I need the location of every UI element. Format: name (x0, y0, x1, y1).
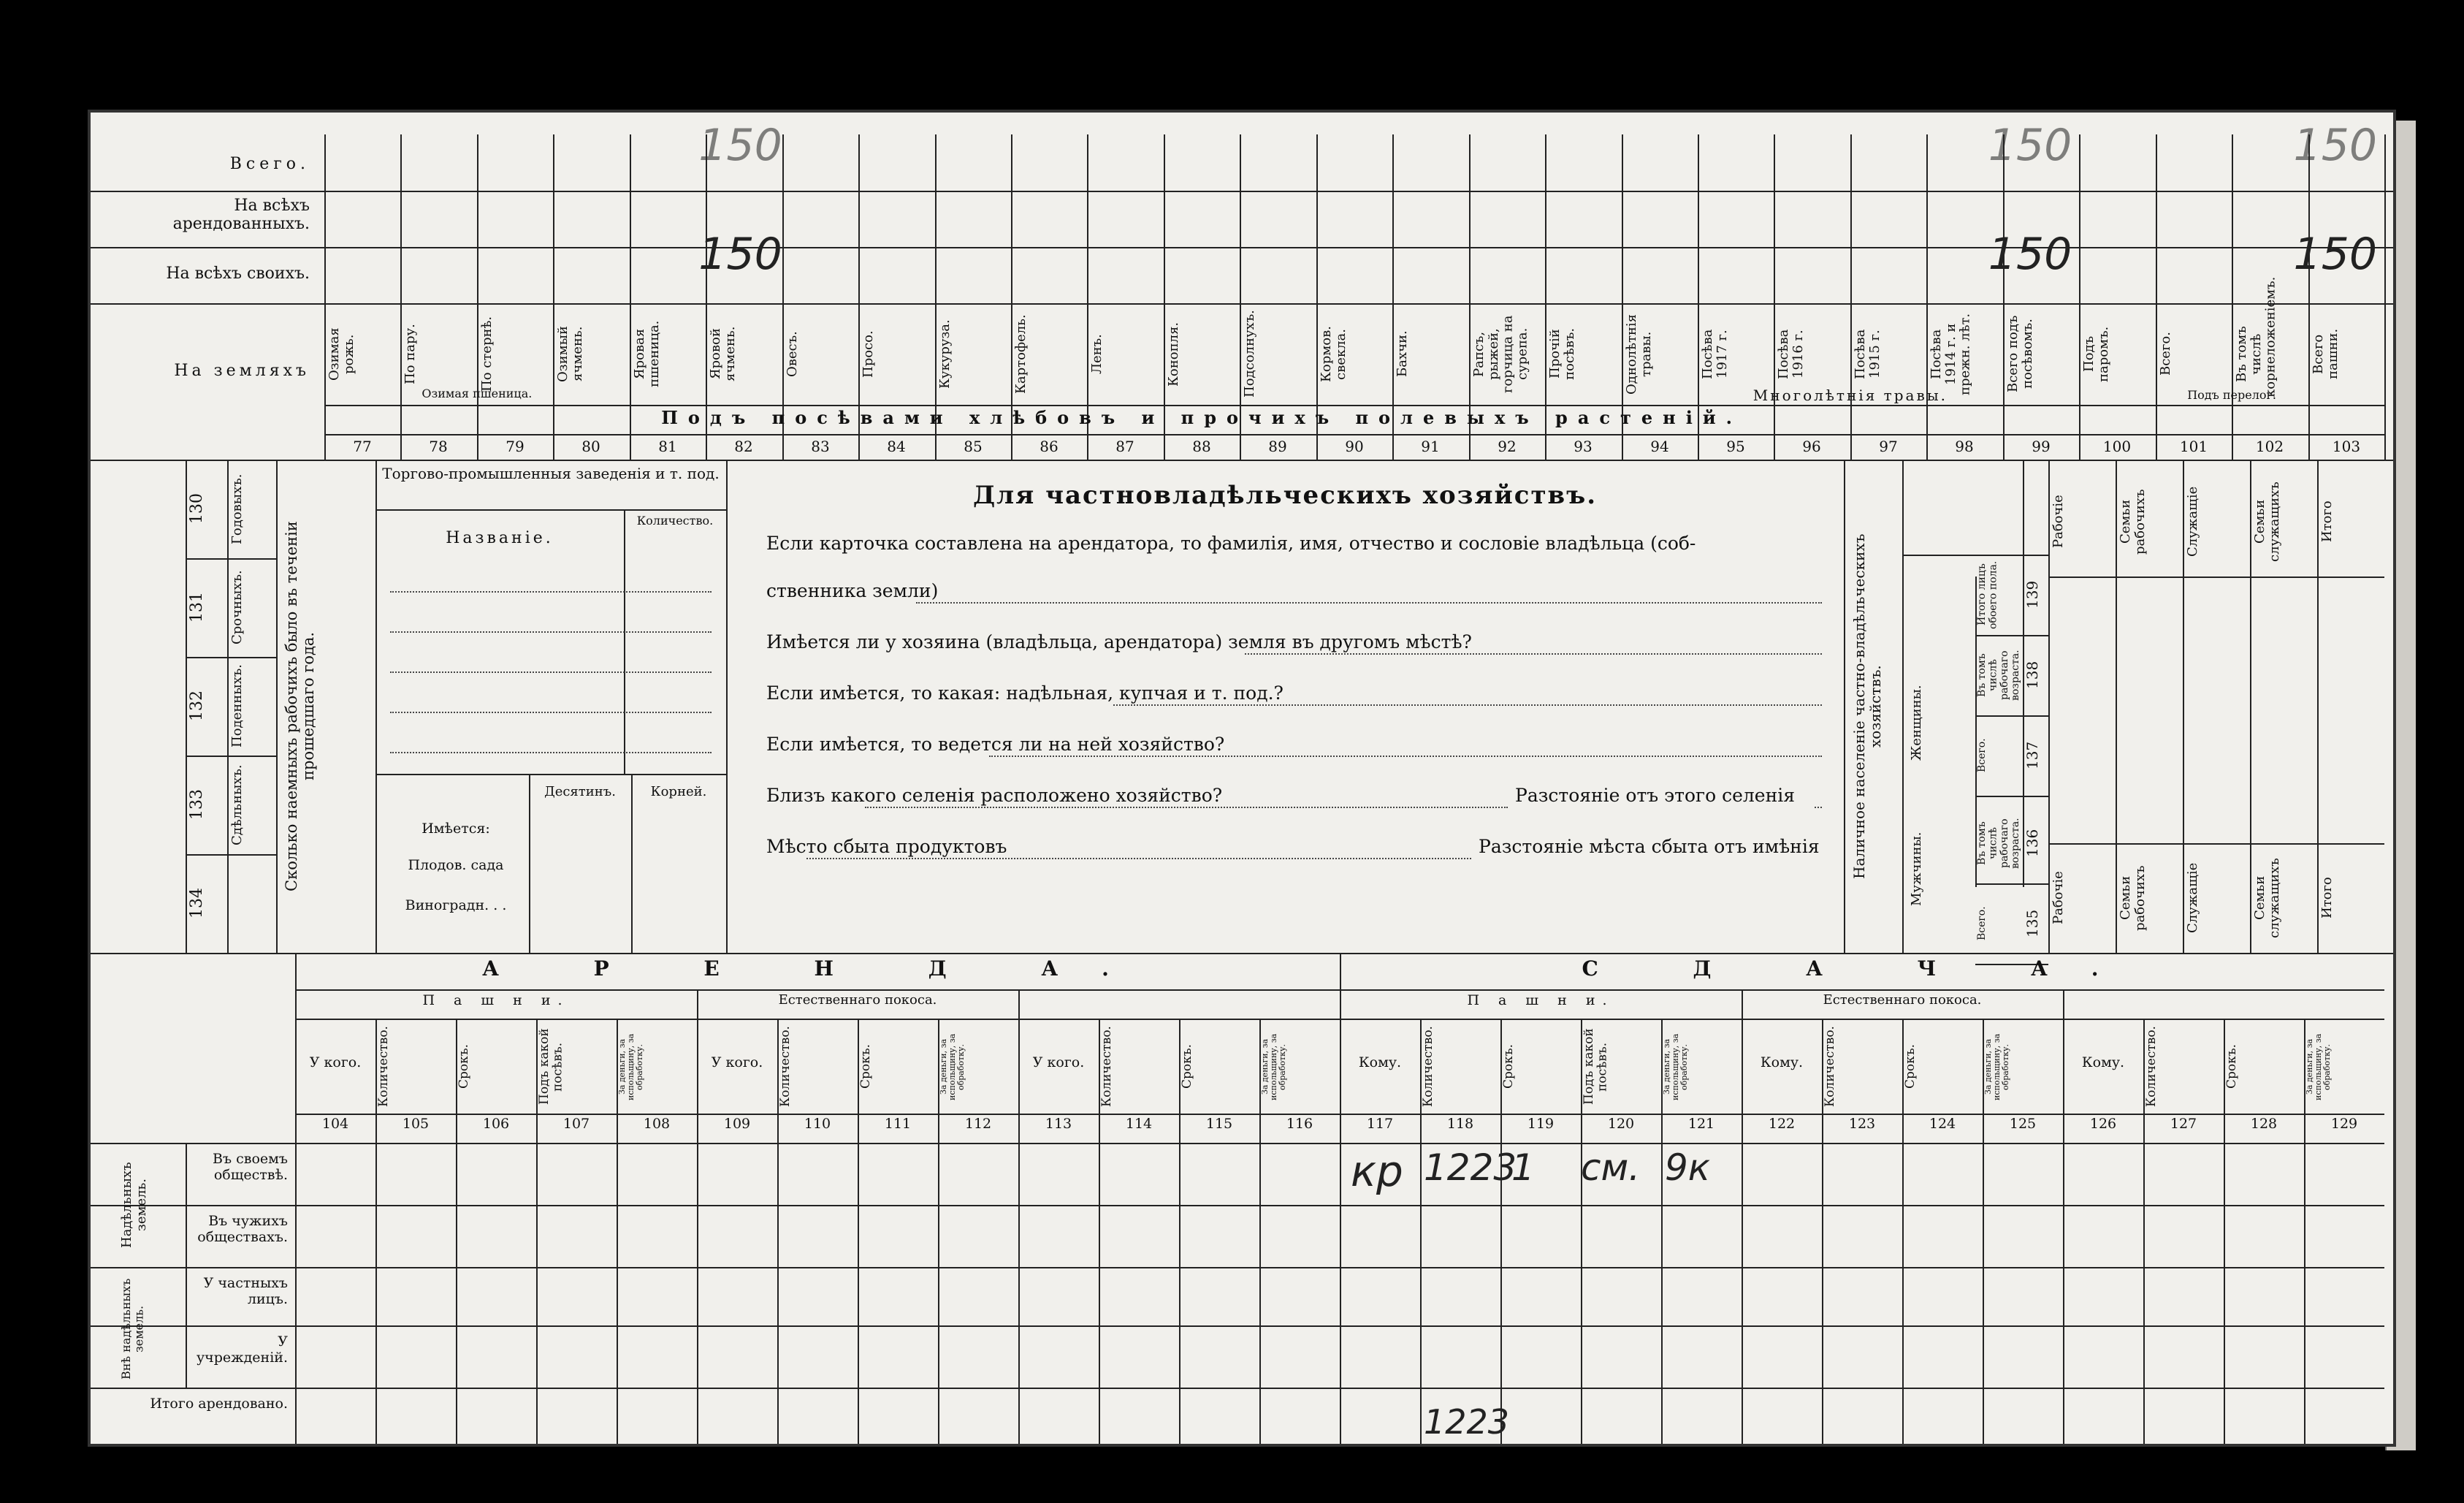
row-divider (1975, 883, 2048, 885)
column-line (2250, 460, 2251, 953)
trade-title: Торгово-промышленныя заведенія и т. под. (382, 465, 720, 482)
row-divider (1975, 635, 2048, 636)
bottom-header-112: За деньги, за испольщину, за обработку. (939, 1033, 966, 1100)
bottom-header-108: За деньги, за испольщину, за обработку. (617, 1033, 645, 1100)
row-divider (91, 191, 2396, 192)
worker-label-132: Поденныхъ. (229, 664, 245, 748)
column-number-101: 101 (2179, 438, 2208, 455)
right-header-bottom-3: Семьи служащихъ (2252, 858, 2282, 938)
population-number-138: 138 (2024, 661, 2041, 690)
bottom-header-109: У кого. (711, 1054, 763, 1070)
row-divider (1975, 796, 2048, 797)
column-header-103: Всего пашни. (2311, 328, 2341, 380)
column-number-99: 99 (2032, 438, 2051, 455)
column-line (276, 460, 278, 953)
question-market-place: Мѣсто сбыта продуктовъ (766, 836, 1007, 857)
column-number-79: 79 (506, 438, 525, 455)
sdacha-pokos: Естественнаго покоса. (1823, 992, 1982, 1008)
trade-qty-header: Количество. (636, 514, 714, 528)
column-line (935, 134, 937, 434)
arenda-pokos: Естественнаго покоса. (778, 992, 937, 1008)
column-line (1340, 1019, 1341, 1447)
row-divider (186, 558, 276, 560)
has-label: Имѣется: (422, 821, 490, 837)
handwritten-pod-kakoi: см. (1581, 1146, 1641, 1189)
column-line (186, 460, 187, 953)
column-number-97: 97 (1879, 438, 1898, 455)
column-line (782, 134, 784, 434)
column-line (1622, 134, 1623, 434)
column-line (706, 134, 707, 434)
desyatin-header: Десятинъ. (544, 784, 616, 799)
column-number-87: 87 (1115, 438, 1134, 455)
column-header-87: Ленъ. (1089, 334, 1105, 374)
row-label-svoih: На всѣхъ своихъ. (166, 265, 310, 283)
merged-label-ozimaya-pshenitsa: Озимая пшеница. (422, 387, 533, 400)
bottom-header-116: За деньги, за испольщину, за обработку. (1260, 1033, 1288, 1100)
column-line (2317, 460, 2319, 953)
row-divider (91, 1205, 2384, 1206)
right-header-bottom-1: Семьи рабочихъ (2118, 865, 2148, 931)
column-number-78: 78 (429, 438, 448, 455)
handwritten-vsego-99: 150 (1988, 120, 2072, 171)
bottom-row-label-itogo: Итого арендовано. (150, 1396, 288, 1412)
bottom-header-122: Кому. (1760, 1054, 1804, 1070)
column-number-94: 94 (1650, 438, 1669, 455)
column-header-86: Картофель. (1013, 314, 1029, 394)
dotted-line (390, 591, 712, 593)
column-line (1316, 134, 1318, 434)
row-divider (375, 774, 726, 775)
handwritten-kolichestvo: 1223 (1424, 1146, 1517, 1189)
bottom-header-117: Кому. (1358, 1054, 1402, 1070)
column-line (1240, 134, 1241, 434)
column-line (2048, 460, 2050, 953)
population-label-137: Всего. (1976, 738, 1988, 773)
worker-number-130: 130 (188, 493, 206, 525)
column-header-98: Посѣва 1914 г. и прежн. лѣт. (1929, 313, 1973, 395)
column-header-92: Рапсъ, рыжей, горчица на сурепа. (1471, 315, 1530, 393)
sdacha-title: С Д А Ч А. (1582, 956, 2143, 981)
dotted-line (390, 631, 712, 633)
bottom-header-120: Подъ какой посѣвъ. (1582, 1028, 1610, 1106)
column-number-83: 83 (811, 438, 830, 455)
column-line (2079, 134, 2080, 434)
column-number-98: 98 (1955, 438, 1974, 455)
column-header-94: Однолѣтнія травы. (1624, 313, 1654, 395)
form-title: Для частновладѣльческихъ хозяйствъ. (972, 481, 1598, 510)
vinograd-label: Виноградн. . . (405, 897, 507, 913)
fill-in-line (865, 807, 1508, 808)
column-number-93: 93 (1574, 438, 1593, 455)
question-other-land: Имѣется ли у хозяина (владѣльца, арендатора) земля въ другомъ мѣстѣ? (766, 631, 1472, 652)
band-title: Подъ посѣвами хлѣбовъ и прочихъ полевыхъ растеній. (661, 407, 1742, 428)
bottom-header-111: Срокъ. (858, 1044, 873, 1089)
bottom-number-113: 113 (1045, 1116, 1072, 1132)
worker-label-133: Сдѣльныхъ. (229, 764, 245, 845)
column-line (227, 460, 229, 953)
band-top (324, 405, 2384, 406)
column-header-91: Бахчи. (1395, 330, 1410, 378)
bottom-number-108: 108 (643, 1116, 671, 1132)
merged-label-pod-perelogom: Подъ перелог. (2187, 388, 2276, 402)
column-header-78: По пару. (403, 324, 418, 384)
column-line (186, 1143, 187, 1388)
bottom-number-117: 117 (1366, 1116, 1394, 1132)
row-divider (375, 509, 726, 511)
bottom-number-110: 110 (804, 1116, 831, 1132)
bottom-header-115: Срокъ. (1180, 1044, 1194, 1089)
column-line (1469, 134, 1471, 434)
column-header-100: Подъ паромъ. (2081, 326, 2111, 382)
question-distance-market: Разстояніе мѣста сбыта отъ имѣнія (1479, 836, 1820, 857)
column-header-85: Кукуруза. (937, 319, 953, 389)
population-label-135: Всего. (1976, 906, 1988, 941)
bottom-header-125: За деньги, за испольщину, за обработку. (1983, 1033, 2011, 1100)
bottom-header-118: Количество. (1421, 1026, 1435, 1108)
row-divider (2048, 577, 2384, 578)
column-line (2308, 134, 2310, 434)
column-number-92: 92 (1498, 438, 1517, 455)
column-number-91: 91 (1421, 438, 1440, 455)
column-number-96: 96 (1802, 438, 1821, 455)
bottom-row-label-1: Въ чужихъ обществахъ. (197, 1213, 288, 1245)
section-divider (91, 460, 2396, 461)
column-number-90: 90 (1345, 438, 1364, 455)
bottom-number-106: 106 (482, 1116, 510, 1132)
bottom-number-114: 114 (1125, 1116, 1153, 1132)
column-header-80: Озимый ячмень. (555, 326, 585, 382)
bottom-header-124: Срокъ. (1903, 1044, 1918, 1089)
trade-name-header: Названіе. (446, 529, 554, 547)
right-header-top-0: Рабочіе (2051, 495, 2066, 549)
handwritten-svoi-99: 150 (1988, 229, 2072, 280)
plodov-sad-label: Плодов. сада (408, 857, 504, 873)
row-divider (91, 1267, 2384, 1268)
column-header-82: Яровой ячмень. (708, 326, 738, 382)
column-line (1545, 134, 1546, 434)
column-header-83: Овесъ. (785, 331, 800, 377)
column-number-84: 84 (887, 438, 906, 455)
column-header-88: Конопля. (1166, 321, 1181, 387)
dotted-line (390, 752, 712, 753)
column-header-84: Просо. (861, 330, 876, 378)
column-line (1018, 1019, 1020, 1447)
column-line (1742, 1019, 1743, 1447)
worker-label-130: Годовыхъ. (229, 473, 245, 544)
column-number-100: 100 (2102, 438, 2132, 455)
worker-label-134 (230, 861, 272, 945)
column-number-82: 82 (734, 438, 753, 455)
population-number-136: 136 (2024, 829, 2041, 858)
handwritten-srok: 1 (1511, 1146, 1535, 1189)
column-number-103: 103 (2332, 438, 2361, 455)
handwritten-svoi-103: 150 (2293, 229, 2378, 280)
column-line (1011, 134, 1012, 434)
row-label-vsego: Всего. (229, 155, 310, 173)
bottom-header-104: У кого. (309, 1054, 362, 1070)
handwritten-itogo-kolichestvo: 1223 (1424, 1402, 1510, 1442)
nadelnyh-label: Надѣльныхъ земель. (119, 1162, 149, 1248)
column-header-81: Яровая пшеница. (632, 320, 662, 388)
bottom-number-111: 111 (884, 1116, 912, 1132)
census-card (88, 110, 2396, 1447)
column-number-77: 77 (353, 438, 372, 455)
fill-in-line (1815, 807, 1822, 808)
handwritten-vsego-103: 150 (2293, 120, 2378, 171)
population-number-137: 137 (2024, 741, 2041, 770)
column-line (2183, 460, 2184, 953)
men-label: Мужчины. (1909, 832, 1924, 906)
workers-title: Сколько наемныхъ рабочихъ было въ теченіи прошедшаго года. (283, 521, 318, 891)
bottom-header-113: У кого. (1032, 1054, 1085, 1070)
fill-in-line (1113, 704, 1822, 706)
row-divider (91, 1325, 2384, 1327)
bottom-header-114: Количество. (1099, 1026, 1114, 1108)
column-line (2003, 134, 2005, 434)
bottom-number-123: 123 (1848, 1116, 1876, 1132)
bottom-number-105: 105 (402, 1116, 430, 1132)
arenda-title: А Р Е Н Д А. (482, 956, 1153, 981)
right-header-top-1: Семьи рабочихъ (2118, 489, 2148, 555)
bottom-number-112: 112 (964, 1116, 992, 1132)
column-number-88: 88 (1192, 438, 1211, 455)
column-header-96: Посѣва 1916 г. (1776, 329, 1806, 379)
bottom-number-127: 127 (2170, 1116, 2197, 1132)
column-line (630, 134, 631, 434)
sdacha-pashni: П а ш н и. (1467, 992, 1614, 1008)
row-divider (186, 657, 276, 658)
population-label-136: Въ томъ числѣ рабочаго возраста. (1976, 818, 2022, 869)
bottom-header-119: Срокъ. (1501, 1044, 1516, 1089)
bottom-row-label-3: У учрежденій. (196, 1333, 288, 1366)
column-header-77: Озимая рожь. (327, 327, 356, 381)
women-label: Женщины. (1909, 685, 1924, 761)
bottom-number-122: 122 (1768, 1116, 1796, 1132)
question-farming: Если имѣется, то ведется ли на ней хозяйство? (766, 734, 1225, 755)
row-label-arendovannyh: На всѣхъ арендованныхъ. (172, 197, 310, 234)
row-divider (186, 854, 276, 856)
bottom-header-105: Количество. (376, 1026, 391, 1108)
column-header-102: Въ томъ числѣ корнеложеніемъ. (2234, 276, 2278, 397)
band-bottom (324, 434, 2384, 435)
worker-number-132: 132 (188, 690, 206, 722)
bottom-number-115: 115 (1205, 1116, 1233, 1132)
bottom-number-116: 116 (1286, 1116, 1313, 1132)
question-distance-village: Разстояніе отъ этого селенія (1515, 785, 1796, 806)
bottom-header-129: За деньги, за испольщину, за обработку. (2305, 1033, 2333, 1100)
bottom-header-106: Срокъ. (457, 1044, 471, 1089)
row-label-na-zemlyah: На земляхъ (174, 362, 310, 380)
row-divider (91, 1143, 2384, 1144)
population-title: Наличное населеніе частно-владѣльческихъ хозяйствъ. (1850, 533, 1884, 879)
merged-label-mnogoletnie-travy: Многолѣтнія травы. (1752, 387, 1948, 404)
handwritten-vsego-82: 150 (698, 120, 782, 171)
column-number-95: 95 (1726, 438, 1745, 455)
column-line (1164, 134, 1165, 434)
right-header-bottom-2: Служащіе (2185, 862, 2200, 934)
bottom-number-120: 120 (1607, 1116, 1635, 1132)
column-line (726, 460, 728, 953)
fill-in-line (806, 858, 1471, 859)
bottom-number-109: 109 (723, 1116, 751, 1132)
right-header-bottom-4: Итого (2319, 877, 2335, 919)
bottom-number-104: 104 (321, 1116, 349, 1132)
bottom-row-label-0: Въ своемъ обществѣ. (213, 1151, 288, 1183)
bottom-number-126: 126 (2089, 1116, 2117, 1132)
bottom-number-121: 121 (1687, 1116, 1715, 1132)
bottom-header-126: Кому. (2081, 1054, 2125, 1070)
dotted-line (390, 671, 712, 673)
column-line (2116, 460, 2117, 953)
column-number-89: 89 (1268, 438, 1287, 455)
row-divider (1975, 715, 2048, 717)
column-number-80: 80 (581, 438, 600, 455)
vne-nadelnyh-label: Внѣ надѣльныхъ земель. (119, 1278, 146, 1380)
bottom-row-label-2: У частныхъ лицъ. (203, 1275, 288, 1307)
fill-in-line (1245, 653, 1822, 655)
bottom-number-119: 119 (1527, 1116, 1555, 1132)
bottom-number-128: 128 (2250, 1116, 2278, 1132)
column-line (1844, 460, 1845, 953)
worker-number-134: 134 (188, 888, 206, 919)
bottom-header-121: За деньги, за испольщину, за обработку. (1662, 1033, 1690, 1100)
arenda-pashni: П а ш н и. (422, 992, 570, 1008)
worker-number-133: 133 (188, 789, 206, 821)
column-line (295, 1019, 297, 1447)
column-line (858, 134, 860, 434)
bottom-number-107: 107 (562, 1116, 590, 1132)
bottom-header-110: Количество. (778, 1026, 793, 1108)
handwritten-za-dengi: 9к (1665, 1146, 1711, 1189)
question-land-type: Если имѣется, то какая: надѣльная, купчая и т. под.? (766, 682, 1284, 704)
korney-header: Корней. (650, 784, 707, 799)
question-owner-name-cont: ственника земли) (766, 580, 939, 601)
population-number-135: 135 (2024, 909, 2041, 938)
population-label-138: Въ томъ числѣ рабочаго возраста. (1976, 650, 2022, 701)
column-header-97: Посѣва 1915 г. (1853, 329, 1883, 379)
row-divider (1902, 555, 2048, 556)
column-header-93: Прочій посѣвъ. (1547, 327, 1577, 381)
right-header-bottom-0: Рабочіе (2051, 871, 2066, 925)
column-header-99: Всего подъ посѣвомъ. (2005, 315, 2035, 393)
bottom-header-123: Количество. (1823, 1026, 1837, 1108)
bottom-header-128: Срокъ. (2224, 1044, 2239, 1089)
worker-label-131: Срочныхъ. (229, 570, 245, 645)
right-header-top-4: Итого (2319, 501, 2335, 543)
column-line (697, 1019, 698, 1447)
worker-number-131: 131 (188, 592, 206, 623)
column-header-95: Посѣва 1917 г. (1700, 329, 1730, 379)
fill-in-line (916, 602, 1822, 604)
row-divider (91, 1388, 2384, 1389)
column-header-90: Кормов. свекла. (1319, 326, 1349, 382)
bottom-number-129: 129 (2330, 1116, 2358, 1132)
bottom-number-125: 125 (2009, 1116, 2037, 1132)
fill-in-line (989, 756, 1822, 757)
column-number-86: 86 (1040, 438, 1059, 455)
column-number-85: 85 (964, 438, 983, 455)
column-line (1902, 460, 1904, 953)
population-label-139: Итого лицъ обоего пола. (1976, 560, 1999, 629)
population-number-139: 139 (2024, 580, 2041, 609)
right-header-top-2: Служащіе (2185, 486, 2200, 558)
bottom-number-124: 124 (1929, 1116, 1956, 1132)
column-number-102: 102 (2255, 438, 2284, 455)
column-line (2063, 1019, 2064, 1447)
column-line (1392, 134, 1394, 434)
column-header-89: Подсолнухъ. (1242, 310, 1257, 397)
column-header-79: По стернѣ. (479, 316, 495, 392)
row-divider (2048, 843, 2384, 845)
column-line (1087, 134, 1088, 434)
dotted-line (390, 712, 712, 713)
bottom-header-107: Подъ какой посѣвъ. (537, 1028, 565, 1106)
bottom-number-118: 118 (1446, 1116, 1474, 1132)
question-nearest-village: Близъ какого селенія расположено хозяйство? (766, 785, 1223, 806)
row-divider (91, 303, 2396, 305)
column-header-101: Всего. (2158, 332, 2173, 376)
question-owner-name: Если карточка составлена на арендатора, то фамилія, имя, отчество и сословіе владѣльца (соб- (766, 533, 1696, 554)
column-number-81: 81 (658, 438, 677, 455)
column-line (2384, 134, 2386, 460)
row-divider (186, 756, 276, 757)
right-header-top-3: Семьи служащихъ (2252, 482, 2282, 562)
handwritten-svoi-82: 150 (698, 229, 782, 280)
bottom-header-127: Количество. (2144, 1026, 2159, 1108)
handwritten-komu: кр (1351, 1146, 1403, 1196)
